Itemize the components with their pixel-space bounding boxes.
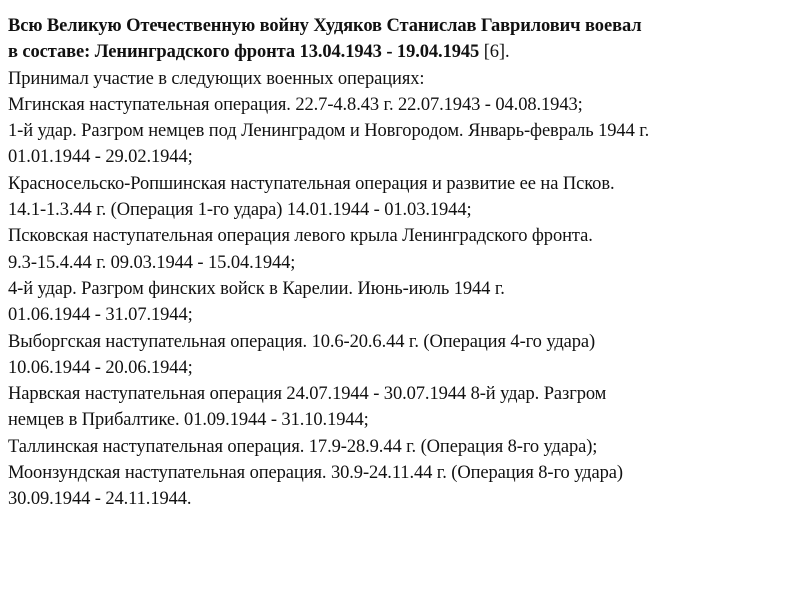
header-line-1: Всю Великую Отечественную войну Худяков Станислав Гаврилович воевал: [8, 16, 642, 36]
text-line: Псковская наступательная операция левого крыла Ленинградского фронта.: [8, 226, 593, 247]
text-line: Моонзундская наступательная операция. 30.9-24.11.44 г. (Операция 8-го удара): [8, 463, 623, 484]
text-line: Выборгская наступательная операция. 10.6-20.6.44 г. (Операция 4-го удара): [8, 331, 596, 352]
reference-note: [6].: [479, 42, 510, 63]
text-line: Принимал участие в следующих военных операциях:: [8, 68, 425, 89]
text-line: 01.01.1944 - 29.02.1944;: [8, 147, 193, 168]
text-line: Таллинская наступательная операция. 17.9-28.9.44 г. (Операция 8-го удара);: [8, 436, 598, 457]
text-line: Красносельско-Ропшинская наступательная операция и развитие ее на Псков.: [8, 173, 615, 194]
text-line: 10.06.1944 - 20.06.1944;: [8, 357, 193, 378]
text-line: 01.06.1944 - 31.07.1944;: [8, 305, 193, 326]
text-line: Нарвская наступательная операция 24.07.1944 - 30.07.1944 8-й удар. Разгром: [8, 384, 607, 405]
document-body: [8, 13, 792, 513]
text-line: 4-й удар. Разгром финских войск в Карелии. Июнь-июль 1944 г.: [8, 278, 505, 299]
text-line: 1-й удар. Разгром немцев под Ленинградом и Новгородом. Январь-февраль 1944 г.: [8, 121, 650, 142]
header-line-2: [8, 39, 792, 65]
text-line: 14.1-1.3.44 г. (Операция 1-го удара) 14.01.1944 - 01.03.1944;: [8, 200, 472, 221]
front-service-period: в составе: Ленинградского фронта 13.04.1943 - 19.04.1945: [8, 42, 480, 63]
text-line: немцев в Прибалтике. 01.09.1944 - 31.10.1944;: [8, 410, 369, 431]
text-line: 9.3-15.4.44 г. 09.03.1944 - 15.04.1944;: [8, 252, 296, 273]
text-line: Мгинская наступательная операция. 22.7-4.8.43 г. 22.07.1943 - 04.08.1943;: [8, 94, 583, 115]
text-line: 30.09.1944 - 24.11.1944.: [8, 489, 192, 510]
